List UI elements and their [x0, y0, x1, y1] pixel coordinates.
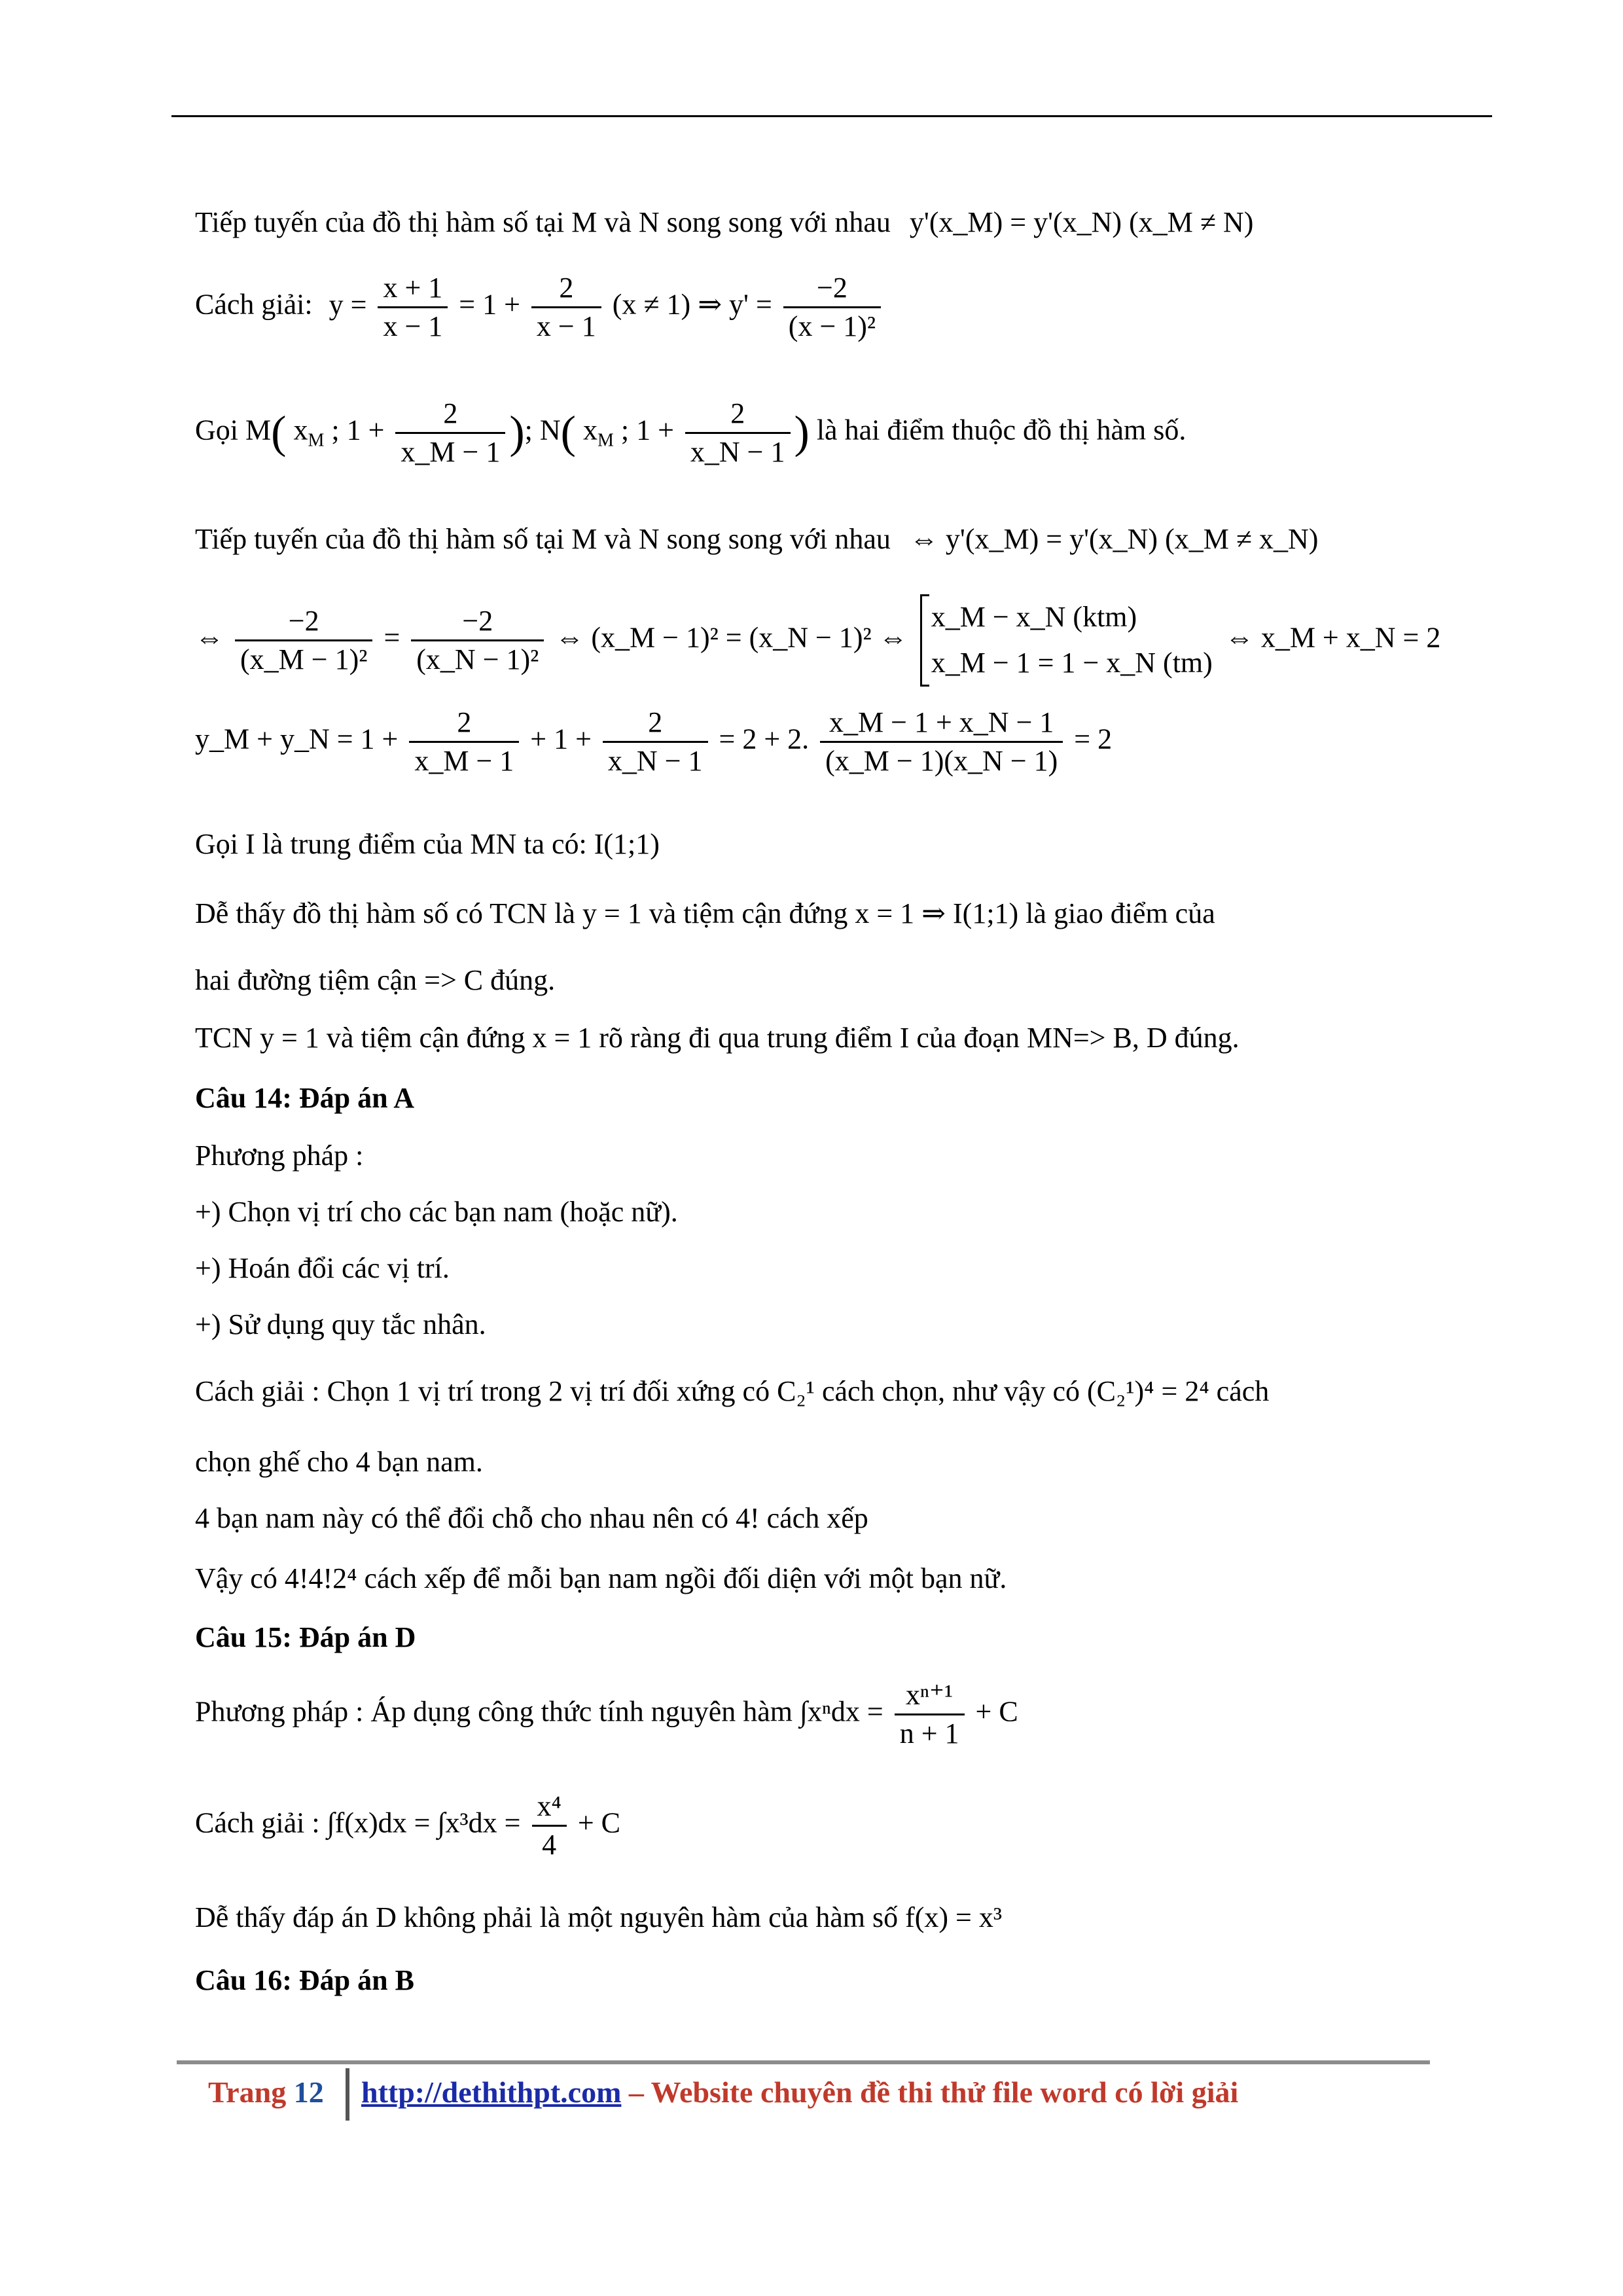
denominator: (x_M − 1)²: [240, 643, 368, 675]
text-line: 4 bạn nam này có thể đổi chỗ cho nhau nên có 4! cách xếp: [195, 1502, 868, 1534]
text-span: Tiếp tuyến của đồ thị hàm số tại M và N song song với nhau: [195, 206, 891, 238]
system-of-equations: [920, 594, 1213, 687]
math-expression: (x ≠ 1) ⇒ y' =: [612, 288, 772, 321]
question-heading: Câu 16: Đáp án B: [195, 1964, 414, 1996]
formula-line: [195, 1681, 1018, 1748]
subscript: M: [597, 430, 614, 451]
numerator: 2: [395, 399, 505, 434]
text-line: +) Sử dụng quy tắc nhân.: [195, 1308, 486, 1340]
footer-tagline: – Website chuyên đề thi thử file word có lời giải: [621, 2075, 1239, 2109]
math-expression: ⇔ x_M + x_N = 2: [1224, 621, 1441, 654]
numerator: 2: [409, 708, 519, 743]
question-heading: Câu 15: Đáp án D: [195, 1621, 416, 1653]
paren: (: [271, 407, 287, 458]
math-expression: ⇔ (x_M − 1)² = (x_N − 1)² ⇔: [555, 621, 908, 654]
fraction: [409, 708, 519, 776]
fraction: [531, 274, 601, 341]
footer-rule: [177, 2060, 1430, 2064]
system-row: x_M − x_N (ktm): [931, 601, 1137, 633]
formula-line: [195, 708, 1112, 776]
math-expression: y =: [329, 288, 367, 321]
text-span: Tiếp tuyến của đồ thị hàm số tại M và N song song với nhau: [195, 523, 891, 555]
numerator: −2: [235, 607, 372, 641]
math-expression: =: [383, 621, 401, 654]
text-span: ; N: [524, 414, 561, 446]
text-line: Cách giải : Chọn 1 vị trí trong 2 vị trí đối xứng có C₂¹ cách chọn, như vậy có (C₂¹)⁴ = 2⁴ cách: [195, 1375, 1270, 1407]
denominator: (x_M − 1)(x_N − 1): [825, 745, 1058, 777]
denominator: x_M − 1: [414, 745, 514, 777]
math-var: x: [582, 414, 597, 446]
numerator: x_M − 1 + x_N − 1: [820, 708, 1063, 743]
text-line: Phương pháp :: [195, 1139, 364, 1172]
fraction: [895, 1681, 965, 1748]
math-expression: = 1 +: [459, 288, 520, 321]
denominator: (x − 1)²: [788, 310, 876, 342]
numerator: −2: [411, 607, 544, 641]
denominator: x_N − 1: [690, 436, 785, 468]
math-expression: + C: [975, 1695, 1018, 1728]
label: Cách giải:: [195, 288, 313, 321]
formula-line: [195, 274, 885, 341]
formula-line: [195, 1792, 620, 1859]
numerator: x⁴: [532, 1792, 567, 1827]
text-line: hai đường tiệm cận => C đúng.: [195, 964, 556, 996]
text-line: Dễ thấy đáp án D không phải là một nguyên hàm của hàm số f(x) = x³: [195, 1901, 1003, 1933]
numerator: 2: [531, 274, 601, 308]
text-line: Vậy có 4!4!2⁴ cách xếp để mỗi bạn nam ngồi đối diện với một bạn nữ.: [195, 1562, 1007, 1594]
fraction: [395, 399, 505, 467]
text-line: [195, 208, 1253, 237]
denominator: x − 1: [536, 310, 596, 342]
math-expression: ; 1 +: [331, 414, 385, 446]
fraction: [235, 604, 372, 675]
numerator: 2: [603, 708, 708, 743]
denominator: x − 1: [383, 310, 443, 342]
fraction: [378, 274, 448, 341]
denominator: x_M − 1: [401, 436, 501, 468]
math-expression: + 1 +: [530, 723, 592, 755]
math-expression: y'(x_M) = y'(x_N) (x_M ≠ N): [909, 206, 1254, 238]
math-expression: = 2 + 2.: [719, 723, 810, 755]
math-expression: ; 1 +: [620, 414, 674, 446]
page-number: [208, 2075, 324, 2109]
text-span: Gọi M: [195, 414, 272, 446]
math-var: x: [293, 414, 308, 446]
text-line: TCN y = 1 và tiệm cận đứng x = 1 rõ ràng đi qua trung điểm I của đoạn MN=> B, D đúng.: [195, 1022, 1240, 1054]
footer-separator: [346, 2068, 349, 2121]
text-span: là hai điểm thuộc đồ thị hàm số.: [816, 414, 1186, 446]
paren: ): [509, 407, 525, 458]
math-expression: Cách giải : ∫f(x)dx = ∫x³dx =: [195, 1806, 521, 1839]
paren: ): [794, 407, 810, 458]
fraction: [532, 1792, 567, 1859]
page-label: Trang: [208, 2075, 287, 2109]
fraction: [820, 708, 1063, 776]
fraction: [603, 708, 708, 776]
numerator: x + 1: [378, 274, 448, 308]
math-expression: = 2: [1074, 723, 1113, 755]
paren: (: [560, 407, 576, 458]
system-row: x_M − 1 = 1 − x_N (tm): [931, 647, 1213, 679]
text-line: chọn ghế cho 4 bạn nam.: [195, 1446, 483, 1478]
denominator: 4: [542, 1829, 557, 1861]
header-rule: [171, 115, 1492, 117]
numerator: 2: [685, 399, 791, 434]
numerator: −2: [783, 274, 881, 308]
page-number-value: 12: [293, 2075, 324, 2109]
subscript: M: [308, 430, 325, 451]
math-expression: y_M + y_N = 1 +: [195, 723, 399, 755]
denominator: x_N − 1: [607, 745, 703, 777]
fraction: [411, 604, 544, 675]
text-line: +) Hoán đổi các vị trí.: [195, 1252, 450, 1284]
formula-line: [195, 594, 1440, 687]
fraction: [783, 274, 881, 341]
math-expression: ⇔ y'(x_M) = y'(x_N) (x_M ≠ x_N): [909, 523, 1319, 555]
numerator: xⁿ⁺¹: [895, 1681, 965, 1715]
math-expression: Phương pháp : Áp dụng công thức tính nguyên hàm ∫xⁿdx =: [195, 1695, 883, 1728]
denominator: n + 1: [899, 1717, 959, 1749]
footer-text: [361, 2075, 1238, 2109]
question-heading: Câu 14: Đáp án A: [195, 1082, 414, 1114]
text-line: Dễ thấy đồ thị hàm số có TCN là y = 1 và tiệm cận đứng x = 1 ⇒ I(1;1) là giao điểm của: [195, 897, 1215, 929]
math-expression: ⇔: [195, 621, 224, 654]
text-line: Gọi I là trung điểm của MN ta có: I(1;1): [195, 828, 660, 860]
text-line: +) Chọn vị trí cho các bạn nam (hoặc nữ).: [195, 1196, 678, 1228]
formula-line: [195, 399, 1186, 467]
text-line: [195, 525, 1318, 554]
math-expression: + C: [577, 1806, 621, 1839]
fraction: [685, 399, 791, 467]
denominator: (x_N − 1)²: [416, 643, 539, 675]
website-link[interactable]: http://dethithpt.com: [361, 2075, 622, 2109]
